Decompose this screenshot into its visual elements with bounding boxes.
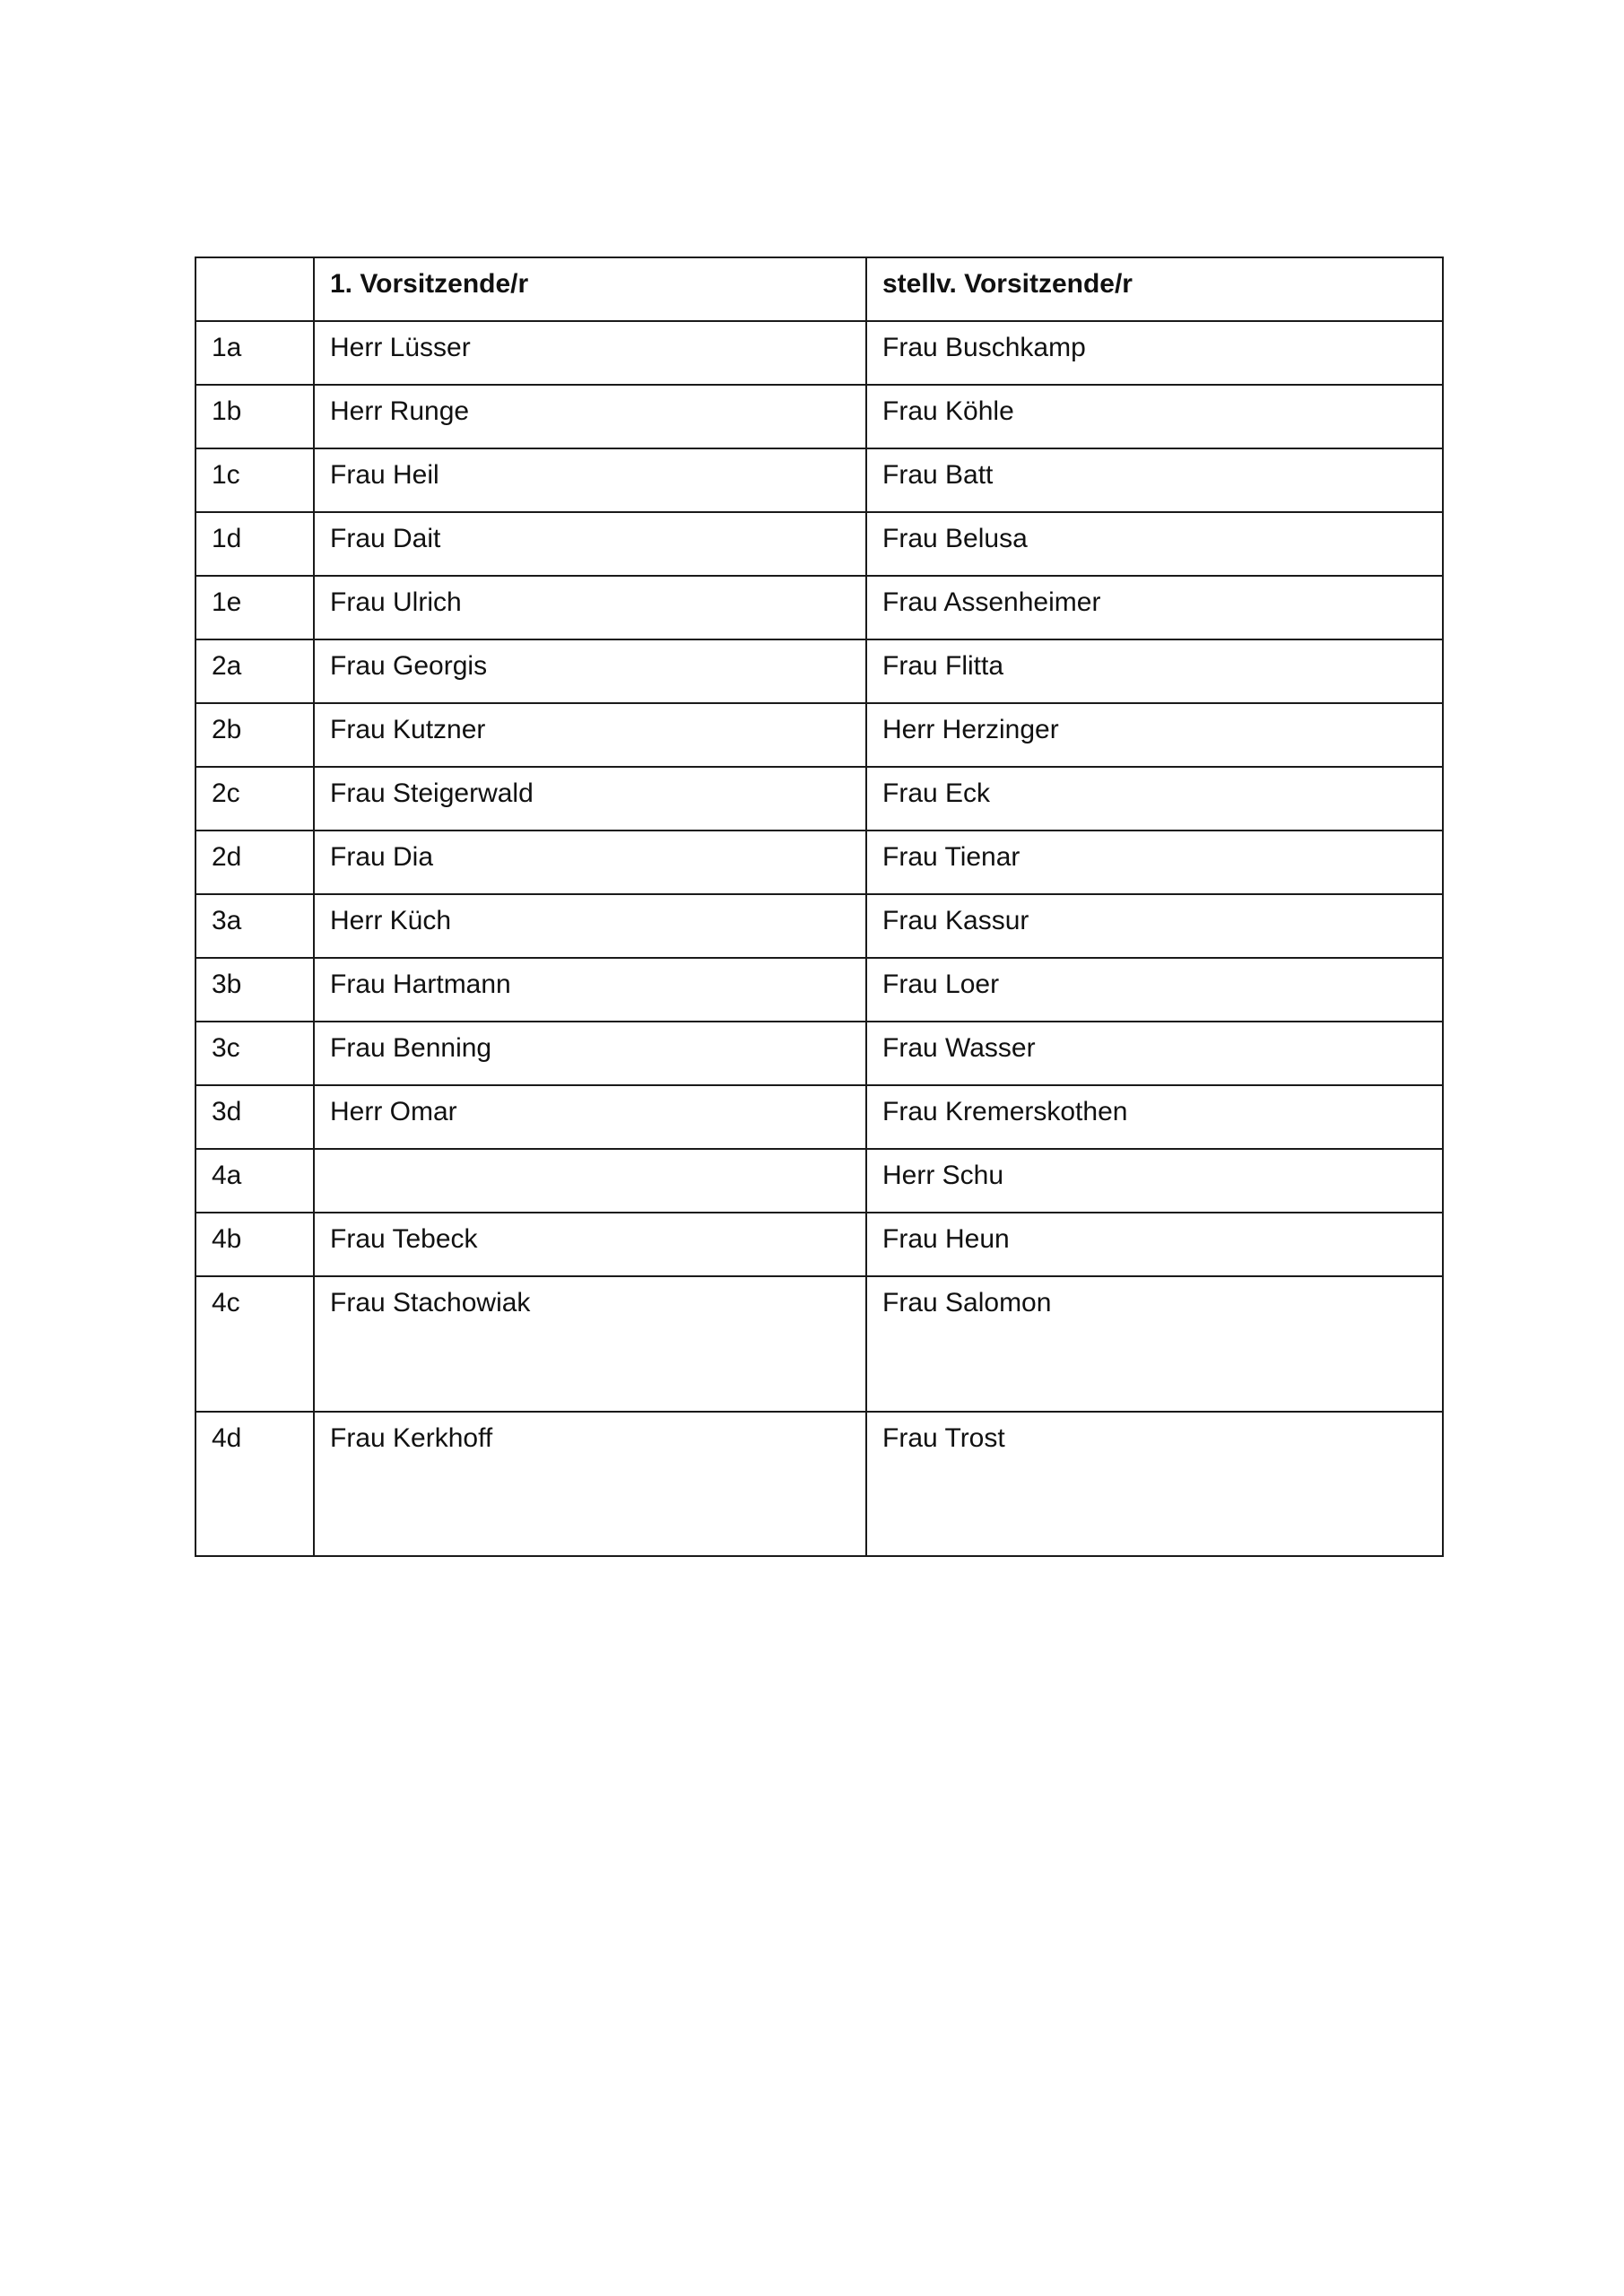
class-cell: 2c: [195, 767, 314, 831]
chair-cell: Frau Tebeck: [314, 1213, 866, 1276]
deputy-cell: Frau Wasser: [866, 1022, 1443, 1085]
class-cell: 1e: [195, 576, 314, 639]
chair-cell: Frau Kerkhoff: [314, 1412, 866, 1556]
table-row: [195, 385, 1443, 448]
chair-cell: Herr Omar: [314, 1085, 866, 1149]
class-cell: 1a: [195, 321, 314, 385]
deputy-cell: Herr Herzinger: [866, 703, 1443, 767]
table-row: [195, 639, 1443, 703]
class-cell: 2a: [195, 639, 314, 703]
class-cell: 2b: [195, 703, 314, 767]
table-row: [195, 1022, 1443, 1085]
header-class: [195, 257, 314, 321]
table-row: [195, 1213, 1443, 1276]
class-cell: 4a: [195, 1149, 314, 1213]
table-row: [195, 1149, 1443, 1213]
deputy-cell: Herr Schu: [866, 1149, 1443, 1213]
class-cell: 3b: [195, 958, 314, 1022]
class-cell: 1d: [195, 512, 314, 576]
table-row: [195, 448, 1443, 512]
class-cell: 4b: [195, 1213, 314, 1276]
chair-cell: [314, 1149, 866, 1213]
table-row: [195, 703, 1443, 767]
class-representatives-table: [195, 257, 1444, 1557]
table-row: [195, 831, 1443, 894]
chair-cell: Frau Hartmann: [314, 958, 866, 1022]
header-chair: 1. Vorsitzende/r: [314, 257, 866, 321]
chair-cell: Frau Kutzner: [314, 703, 866, 767]
class-cell: 1b: [195, 385, 314, 448]
deputy-cell: Frau Belusa: [866, 512, 1443, 576]
table-row: [195, 1276, 1443, 1412]
chair-cell: Frau Stachowiak: [314, 1276, 866, 1412]
table-row: [195, 1085, 1443, 1149]
table-row: [195, 576, 1443, 639]
class-cell: 1c: [195, 448, 314, 512]
chair-cell: Frau Georgis: [314, 639, 866, 703]
class-cell: 3c: [195, 1022, 314, 1085]
class-cell: 2d: [195, 831, 314, 894]
deputy-cell: Frau Eck: [866, 767, 1443, 831]
deputy-cell: Frau Loer: [866, 958, 1443, 1022]
deputy-cell: Frau Köhle: [866, 385, 1443, 448]
table-row: [195, 512, 1443, 576]
chair-cell: Herr Runge: [314, 385, 866, 448]
table-row: [195, 958, 1443, 1022]
table-row: [195, 767, 1443, 831]
chair-cell: Frau Steigerwald: [314, 767, 866, 831]
chair-cell: Herr Küch: [314, 894, 866, 958]
class-cell: 3a: [195, 894, 314, 958]
table-row: [195, 894, 1443, 958]
chair-cell: Frau Ulrich: [314, 576, 866, 639]
deputy-cell: Frau Tienar: [866, 831, 1443, 894]
deputy-cell: Frau Buschkamp: [866, 321, 1443, 385]
deputy-cell: Frau Assenheimer: [866, 576, 1443, 639]
deputy-cell: Frau Flitta: [866, 639, 1443, 703]
chair-cell: Herr Lüsser: [314, 321, 866, 385]
deputy-cell: Frau Heun: [866, 1213, 1443, 1276]
table-row: [195, 321, 1443, 385]
deputy-cell: Frau Kremerskothen: [866, 1085, 1443, 1149]
deputy-cell: Frau Trost: [866, 1412, 1443, 1556]
table-row: [195, 1412, 1443, 1556]
chair-cell: Frau Heil: [314, 448, 866, 512]
chair-cell: Frau Dait: [314, 512, 866, 576]
deputy-cell: Frau Batt: [866, 448, 1443, 512]
chair-cell: Frau Dia: [314, 831, 866, 894]
deputy-cell: Frau Kassur: [866, 894, 1443, 958]
chair-cell: Frau Benning: [314, 1022, 866, 1085]
table-header-row: [195, 257, 1443, 321]
deputy-cell: Frau Salomon: [866, 1276, 1443, 1412]
class-cell: 3d: [195, 1085, 314, 1149]
class-cell: 4c: [195, 1276, 314, 1412]
class-cell: 4d: [195, 1412, 314, 1556]
header-deputy: stellv. Vorsitzende/r: [866, 257, 1443, 321]
